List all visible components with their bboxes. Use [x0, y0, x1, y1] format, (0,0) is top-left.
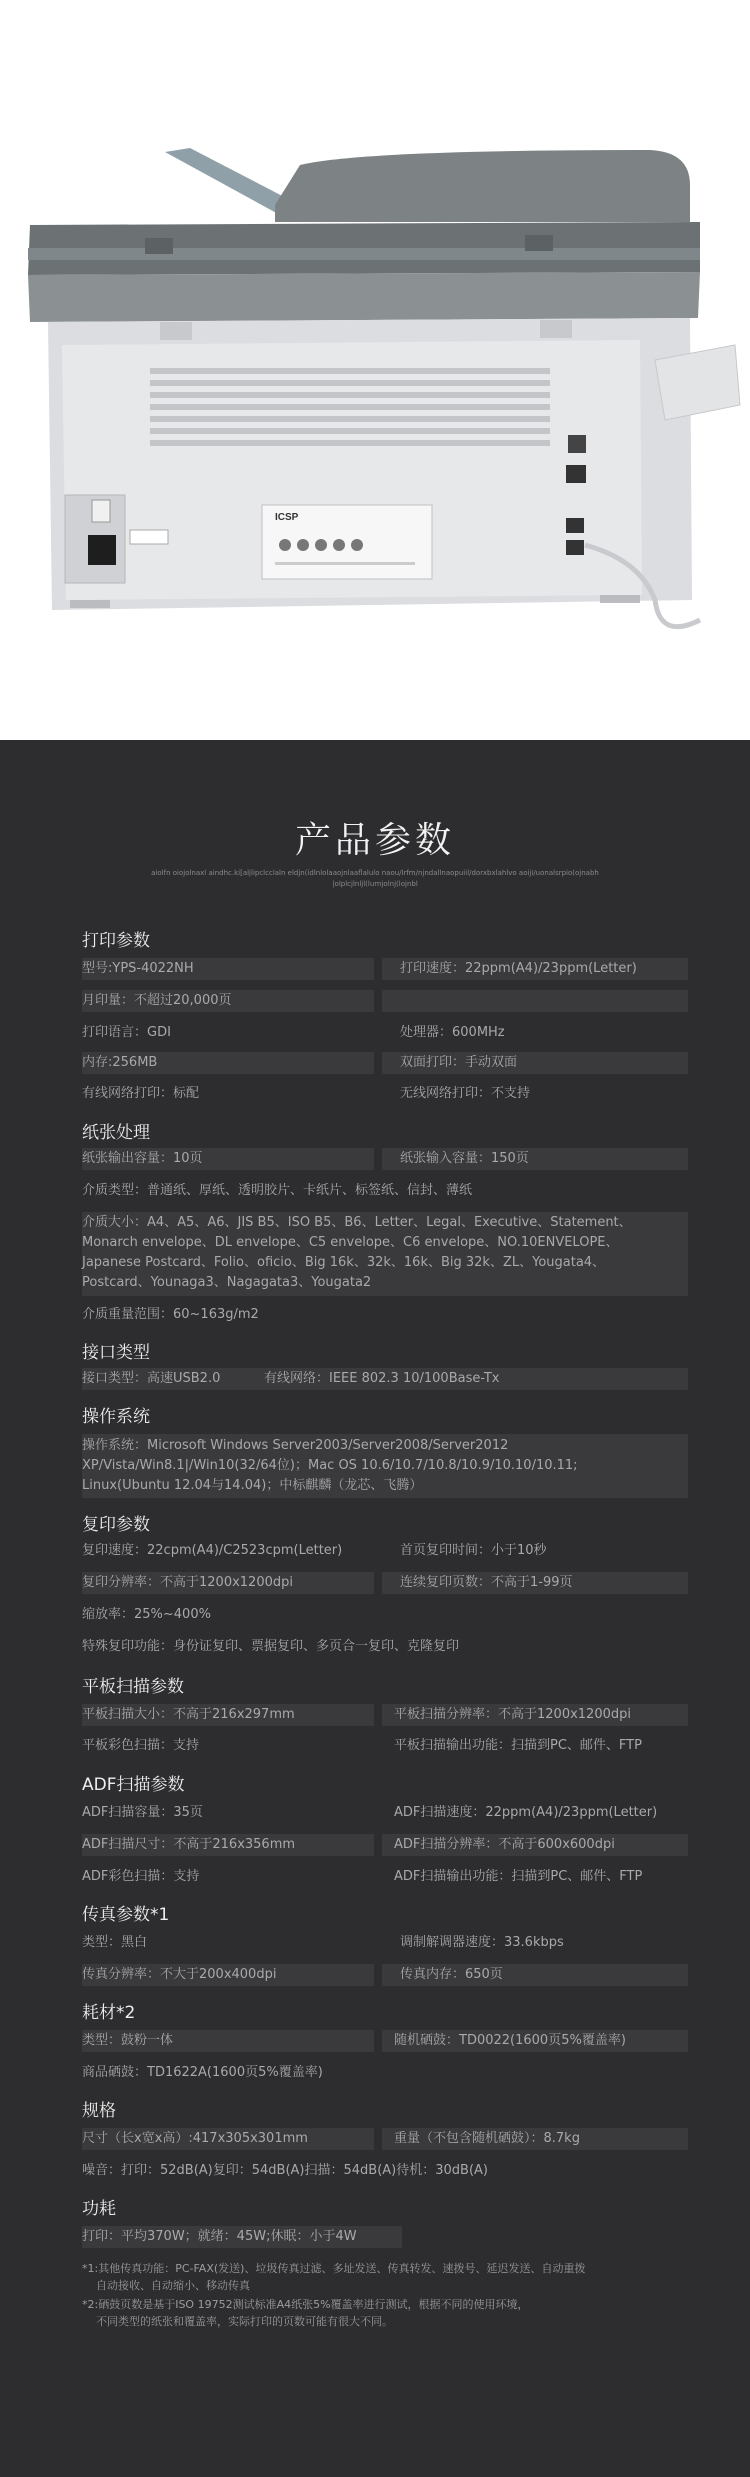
spec-row — [82, 1866, 688, 1888]
row-bg — [382, 990, 688, 1012]
spec-row — [82, 2226, 402, 2248]
adf-color: ADF彩色扫描：支持 — [82, 1869, 200, 1884]
spec-row — [82, 1212, 688, 1296]
interface-net: 有线网络：IEEE 802.3 10/100Base-Tx — [264, 1371, 500, 1386]
ext-line-port — [566, 540, 584, 555]
page-subtitle: aiolfn oiojolnaxl aindhc.ki[aljlipclcclaln eldjn(idlnlolaaojnlaaflalulo naou/lrfm/njndallnaopuiil/dorxbxlahlvo aoiji/uonalsrpio(ojnabh|olplcjlnljl(lurnjolnj(lojnbl — [151, 869, 599, 888]
copy-zoom: 缩放率：25%~400% — [82, 1607, 211, 1622]
print-wireless: 无线网络打印：不支持 — [400, 1086, 531, 1101]
copy-pages: 连续复印页数：不高于1-99页 — [400, 1575, 573, 1590]
spec-row — [82, 1834, 688, 1856]
flatbed-size: 平板扫描大小：不高于216x297mm — [82, 1707, 295, 1722]
section-adf: ADF扫描参数 — [82, 1775, 185, 1795]
power-values: 打印：平均370W；就绪：45W;休眠：小于4W — [82, 2229, 357, 2244]
spec-row — [82, 1180, 688, 1202]
footnote-2-cont: 不同类型的纸张和覆盖率，实际打印的页数可能有很大不同。 — [96, 2315, 393, 2328]
spec-row — [82, 1636, 688, 1658]
spec-row — [82, 1022, 688, 1044]
section-print: 打印参数 — [82, 931, 150, 951]
power-switch — [92, 500, 110, 522]
brand-logo: ICSP — [275, 512, 299, 523]
print-monthly: 月印量：不超过20,000页 — [82, 993, 232, 1008]
print-wired: 有线网络打印：标配 — [82, 1086, 200, 1101]
print-model: 型号:YPS-4022NH — [82, 961, 194, 976]
adf-output: ADF扫描输出功能：扫描到PC、邮件、FTP — [394, 1869, 643, 1884]
adf-resolution: ADF扫描分辨率：不高于600x600dpi — [394, 1837, 615, 1852]
paper-size-4: Postcard、Younaga3、Nagagata3、Yougata2 — [82, 1275, 372, 1290]
spec-row — [82, 2062, 688, 2084]
scanner-base — [28, 272, 700, 322]
spec-row — [82, 1704, 688, 1726]
os-line-2: XP/Vista/Win8.1|/Win10(32/64位)；Mac OS 10.6/10.7/10.8/10.9/10.10/10.11; — [82, 1458, 578, 1473]
spec-row — [82, 1368, 688, 1390]
section-paper: 纸张处理 — [82, 1123, 150, 1143]
adf-size: ADF扫描尺寸：不高于216x356mm — [82, 1837, 296, 1852]
footnote-1-cont: 自动接收、自动缩小、移动传真 — [96, 2279, 250, 2292]
spec-row — [82, 1802, 688, 1824]
spec-row — [82, 1052, 688, 1074]
section-os: 操作系统 — [82, 1407, 150, 1427]
flatbed-resolution: 平板扫描分辨率：不高于1200x1200dpi — [394, 1707, 631, 1722]
paper-weight: 介质重量范围：60~163g/m2 — [82, 1307, 259, 1322]
print-speed: 打印速度：22ppm(A4)/23ppm(Letter) — [400, 961, 637, 976]
spec-section — [0, 740, 750, 2477]
phone-line-port — [566, 518, 584, 533]
supplies-type: 类型：鼓粉一体 — [82, 2033, 174, 2048]
dims-weight: 重量（不包含随机硒鼓）：8.7kg — [394, 2131, 580, 2146]
copy-speed: 复印速度：22cpm(A4)/C2523cpm(Letter) — [82, 1543, 343, 1558]
hinge-right — [525, 235, 553, 251]
spec-row — [82, 1540, 688, 1562]
section-copy: 复印参数 — [82, 1515, 150, 1535]
adf-cover — [275, 150, 690, 222]
spec-row — [82, 1572, 688, 1594]
fax-type: 类型：黑白 — [82, 1935, 148, 1950]
body-notch-right — [540, 320, 572, 338]
paper-size-3: Japanese Postcard、Folio、oficio、Big 16k、32k、16k、Big 32k、ZL、Yougata4、 — [82, 1255, 606, 1270]
print-duplex: 双面打印：手动双面 — [400, 1055, 518, 1070]
hinge-left — [145, 238, 173, 254]
power-label — [130, 530, 168, 544]
foot-right — [600, 595, 640, 603]
spec-row — [82, 2160, 688, 2182]
ethernet-port — [566, 465, 586, 483]
spec-row — [82, 990, 688, 1012]
paper-tray — [165, 148, 290, 215]
os-line-3: Linux(Ubuntu 12.04与14.04)；中标麒麟（龙芯、飞腾） — [82, 1478, 423, 1493]
spec-row — [82, 1434, 688, 1498]
spec-row — [82, 1604, 688, 1626]
print-processor: 处理器：600MHz — [400, 1025, 505, 1040]
spec-row — [82, 1083, 688, 1105]
section-flatbed: 平板扫描参数 — [82, 1677, 184, 1697]
copy-first-page: 首页复印时间：小于10秒 — [400, 1543, 547, 1558]
adf-speed: ADF扫描速度：22ppm(A4)/23ppm(Letter) — [394, 1805, 658, 1820]
label-line — [275, 562, 415, 565]
lid-edge — [28, 248, 700, 260]
spec-row — [82, 2030, 688, 2052]
fax-memory: 传真内存：650页 — [400, 1967, 503, 1982]
section-dims: 规格 — [82, 2101, 116, 2121]
product-photo — [0, 0, 750, 740]
dims-noise: 噪音：打印：52dB(A)复印：54dB(A)扫描：54dB(A)待机：30dB(A) — [82, 2163, 488, 2178]
dims-size: 尺寸（长x宽x高）:417x305x301mm — [82, 2131, 308, 2146]
spec-row — [82, 1735, 688, 1757]
usb-port — [568, 435, 586, 453]
adf-capacity: ADF扫描容量：35页 — [82, 1805, 203, 1820]
section-supplies: 耗材*2 — [82, 2003, 136, 2023]
footnote-1: *1:其他传真功能：PC-FAX(发送)、垃圾传真过滤、多址发送、传真转发、速拨号、延迟发送、自动重拨 — [82, 2262, 586, 2275]
fax-resolution: 传真分辨率：不大于200x400dpi — [82, 1967, 277, 1982]
printer-rear-illustration — [0, 0, 750, 740]
os-line-1: 操作系统：Microsoft Windows Server2003/Server2008/Server2012 — [82, 1438, 509, 1453]
paper-size-2: Monarch envelope、DL envelope、C5 envelope、C6 envelope、NO.10ENVELOPE、 — [82, 1235, 619, 1250]
paper-input: 纸张输入容量：150页 — [400, 1151, 529, 1166]
body-notch-left — [160, 322, 192, 340]
foot-left — [70, 600, 110, 608]
spec-row — [82, 1932, 688, 1954]
section-power: 功耗 — [82, 2199, 116, 2219]
page-title: 产品参数 — [294, 820, 455, 861]
print-memory: 内存:256MB — [82, 1055, 158, 1070]
supplies-bundled: 随机硒鼓：TD0022(1600页5%覆盖率) — [394, 2033, 626, 2048]
section-fax: 传真参数*1 — [82, 1905, 170, 1925]
spec-row — [82, 1304, 688, 1326]
section-interface: 接口类型 — [82, 1343, 150, 1363]
flatbed-output: 平板扫描输出功能：扫描到PC、邮件、FTP — [394, 1738, 642, 1753]
fax-modem: 调制解调器速度：33.6kbps — [400, 1935, 564, 1950]
copy-special: 特殊复印功能：身份证复印、票据复印、多页合一复印、克隆复印 — [82, 1639, 460, 1654]
interface-usb: 接口类型：高速USB2.0 — [82, 1371, 221, 1386]
paper-type: 介质类型：普通纸、厚纸、透明胶片、卡纸片、标签纸、信封、薄纸 — [82, 1183, 473, 1198]
spec-row — [82, 1964, 688, 1986]
print-language: 打印语言：GDI — [82, 1025, 171, 1040]
copy-resolution: 复印分辨率：不高于1200x1200dpi — [82, 1575, 293, 1590]
flatbed-color: 平板彩色扫描：支持 — [82, 1738, 200, 1753]
paper-output: 纸张输出容量：10页 — [82, 1151, 203, 1166]
spec-row — [82, 958, 688, 980]
power-socket — [88, 535, 116, 565]
footnote-2: *2:硒鼓页数是基于ISO 19752测试标准A4纸张5%覆盖率进行测试，根据不同的使用环境， — [82, 2298, 529, 2311]
spec-row — [82, 2128, 688, 2150]
spec-row — [82, 1148, 688, 1170]
supplies-retail: 商品硒鼓：TD1622A(1600页5%覆盖率) — [82, 2065, 323, 2080]
paper-size-1: 介质大小：A4、A5、A6、JIS B5、ISO B5、B6、Letter、Legal、Executive、Statement、 — [82, 1215, 632, 1230]
